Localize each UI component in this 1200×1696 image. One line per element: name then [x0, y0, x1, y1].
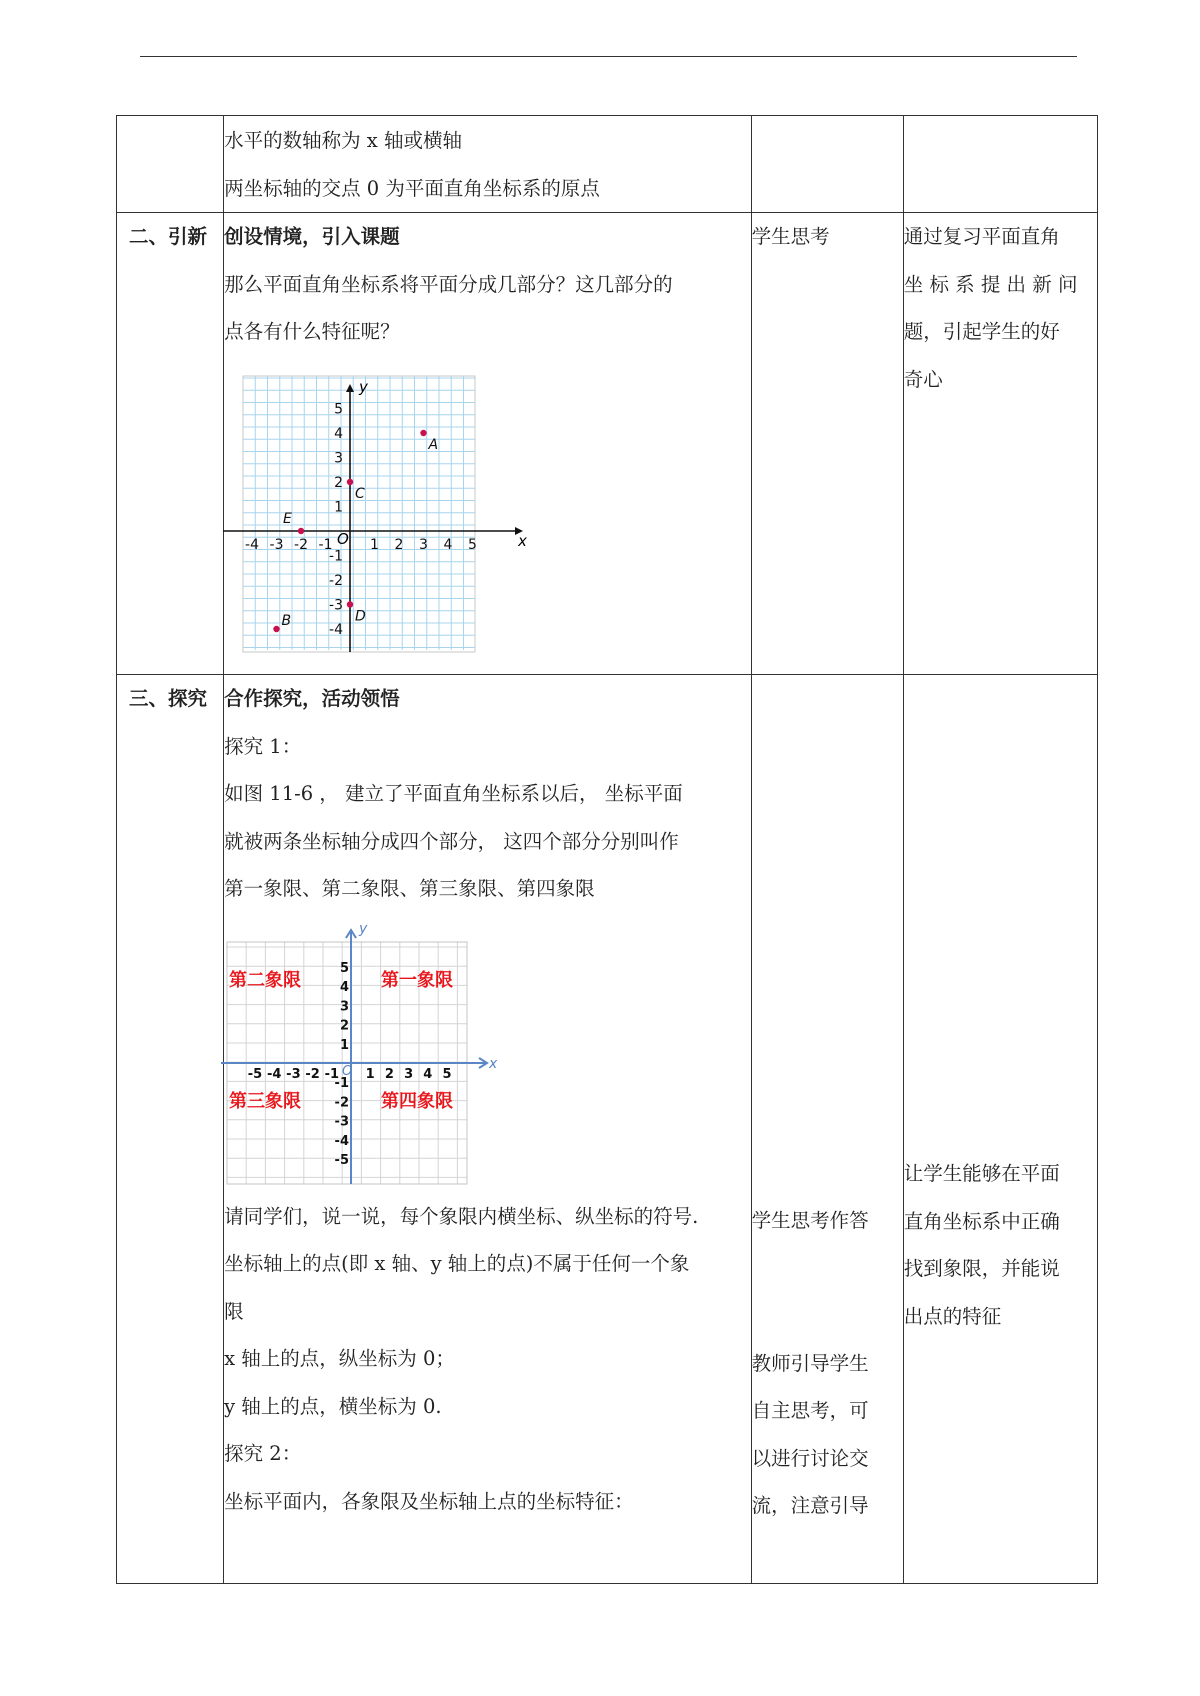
intent-line: 题，引起学生的好 [903, 320, 1060, 343]
quadrant-3-label: 第三象限 [229, 1090, 302, 1112]
y-tick-label: -4 [334, 1133, 350, 1149]
student-activity-cell [751, 675, 903, 1584]
y-tick-label: -1 [329, 548, 344, 564]
x-tick-label: -4 [245, 536, 260, 553]
content-line: 那么平面直角坐标系将平面分成几部分？这几部分的 [224, 272, 673, 296]
quadrant-2-label: 第二象限 [229, 969, 302, 991]
y-tick-label: 5 [340, 960, 350, 976]
origin-label: O [342, 1063, 353, 1079]
origin-label: O [337, 529, 349, 548]
x-tick-label: 1 [365, 1066, 375, 1082]
intent-line: 让学生能够在平面 [903, 1162, 1060, 1185]
point-label: D [355, 608, 366, 624]
x-tick-label: -3 [269, 536, 284, 553]
quadrant-figure [221, 922, 521, 1187]
content-line: x 轴上的点，纵坐标为 0； [224, 1347, 455, 1370]
y-axis-name: y [359, 377, 368, 396]
y-tick-label: -4 [329, 621, 344, 638]
content-line: 点各有什么特征呢？ [224, 320, 400, 343]
content-cell [224, 116, 752, 213]
content-cell [224, 213, 752, 675]
x-tick-labels [245, 537, 477, 553]
student-activity: 学生思考 [751, 225, 830, 248]
x-tick-label: 4 [423, 1066, 433, 1082]
stage-label: 二、引新 [129, 225, 208, 248]
design-intent-cell [903, 213, 1097, 675]
y-tick-label: 3 [334, 450, 344, 466]
teacher-guide-line: 流，注意引导 [751, 1494, 869, 1517]
x-tick-label: -3 [286, 1066, 301, 1082]
point-a [420, 429, 426, 435]
content-line: 坐标轴上的点(即 x 轴、y 轴上的点)不属于任何一个象 [224, 1252, 690, 1275]
y-tick-label: -5 [334, 1152, 350, 1168]
section-heading: 创设情境，引入课题 [224, 225, 400, 248]
y-tick-label: 4 [334, 425, 344, 442]
quadrant-4-label: 第四象限 [381, 1090, 454, 1112]
student-activity: 学生思考作答 [751, 1209, 869, 1232]
y-tick-label: 2 [340, 1018, 350, 1034]
y-tick-label: -2 [329, 572, 344, 589]
teacher-guide-line: 教师引导学生 [751, 1351, 869, 1375]
point-d [347, 601, 353, 607]
x-tick-label: 3 [419, 536, 429, 553]
point-b [273, 625, 279, 631]
axes [221, 922, 498, 1184]
teacher-guide-line: 以进行讨论交 [751, 1446, 869, 1470]
content-line: 就被两条坐标轴分成四个部分， 这四个部分分别叫作 [224, 829, 679, 853]
x-tick-label: 1 [370, 536, 380, 553]
x-tick-label: 4 [443, 536, 453, 553]
x-axis-name: x [489, 1055, 498, 1072]
content-line: 请同学们，说一说，每个象限内横坐标、纵坐标的符号. [224, 1204, 699, 1228]
intent-line: 奇心 [903, 367, 943, 391]
y-tick-label: 2 [334, 474, 344, 491]
lesson-plan-table [116, 115, 1098, 1584]
explore-1-label: 探究 1： [224, 734, 302, 758]
x-tick-label: 5 [442, 1066, 452, 1082]
point-c [347, 478, 353, 484]
header-rule [140, 56, 1077, 57]
intent-line: 出点的特征 [903, 1304, 1002, 1328]
x-tick-label: 5 [468, 536, 478, 553]
x-tick-label: -5 [247, 1066, 263, 1082]
y-tick-label: 4 [340, 979, 350, 995]
coordinate-plane-figure [213, 370, 533, 660]
y-axis-name: y [359, 921, 368, 937]
table-row-intro [117, 116, 1098, 213]
intent-line: 找到象限，并能说 [903, 1257, 1060, 1280]
x-tick-label: -4 [267, 1066, 282, 1082]
x-tick-label: 2 [384, 1066, 395, 1082]
x-axis-name: x [518, 531, 527, 550]
x-tick-label: -2 [305, 1066, 320, 1082]
x-tick-label: -2 [294, 536, 309, 553]
stage-cell [117, 675, 224, 1584]
intent-cell-empty [903, 116, 1097, 213]
point-label: E [283, 510, 292, 527]
content-line: 两坐标轴的交点 0 为平面直角坐标系的原点 [224, 176, 600, 200]
teacher-guide-line: 自主思考，可 [751, 1399, 869, 1422]
x-tick-label: -1 [324, 1066, 340, 1082]
y-tick-label: -3 [329, 597, 344, 613]
x-tick-label: 3 [404, 1066, 414, 1082]
section-heading: 合作探究，活动领悟 [224, 687, 400, 710]
point-label: C [355, 485, 365, 502]
content-line: 坐标平面内，各象限及坐标轴上点的坐标特征： [224, 1489, 634, 1513]
point-label: A [428, 436, 439, 453]
y-tick-label: 1 [340, 1037, 350, 1053]
intent-line: 通过复习平面直角 [903, 225, 1060, 248]
table-row-new-topic [117, 213, 1098, 675]
y-tick-label: 1 [334, 499, 344, 515]
x-tick-label: 2 [394, 536, 404, 553]
stage-cell [117, 213, 224, 675]
point-label: B [281, 612, 292, 629]
design-intent-cell [903, 675, 1097, 1584]
student-activity-cell [751, 213, 903, 675]
x-tick-label: -1 [318, 536, 333, 553]
content-line: 第一象限、第二象限、第三象限、第四象限 [224, 877, 595, 900]
stage-label: 三、探究 [129, 687, 208, 710]
quadrant-1-label: 第一象限 [381, 969, 454, 991]
content-line: 限 [224, 1299, 244, 1323]
content-line: 水平的数轴称为 x 轴或横轴 [224, 129, 462, 152]
y-tick-label: 5 [334, 401, 344, 417]
content-line: 如图 11-6 ， 建立了平面直角坐标系以后， 坐标平面 [224, 782, 683, 805]
stage-cell-empty [117, 116, 224, 213]
student-cell-empty [751, 116, 903, 213]
y-tick-label: -2 [334, 1094, 350, 1110]
y-tick-label: -3 [334, 1114, 350, 1130]
y-tick-label: -1 [334, 1075, 350, 1091]
content-cell [224, 675, 752, 1584]
explore-2-label: 探究 2： [224, 1442, 302, 1465]
intent-line: 直角坐标系中正确 [903, 1209, 1060, 1233]
intent-line: 坐 标 系 提 出 新 问 [903, 272, 1078, 296]
y-tick-label: 3 [340, 998, 350, 1014]
table-row-explore [117, 675, 1098, 1584]
point-e [298, 527, 304, 533]
content-line: y 轴上的点，横坐标为 0. [224, 1394, 442, 1418]
